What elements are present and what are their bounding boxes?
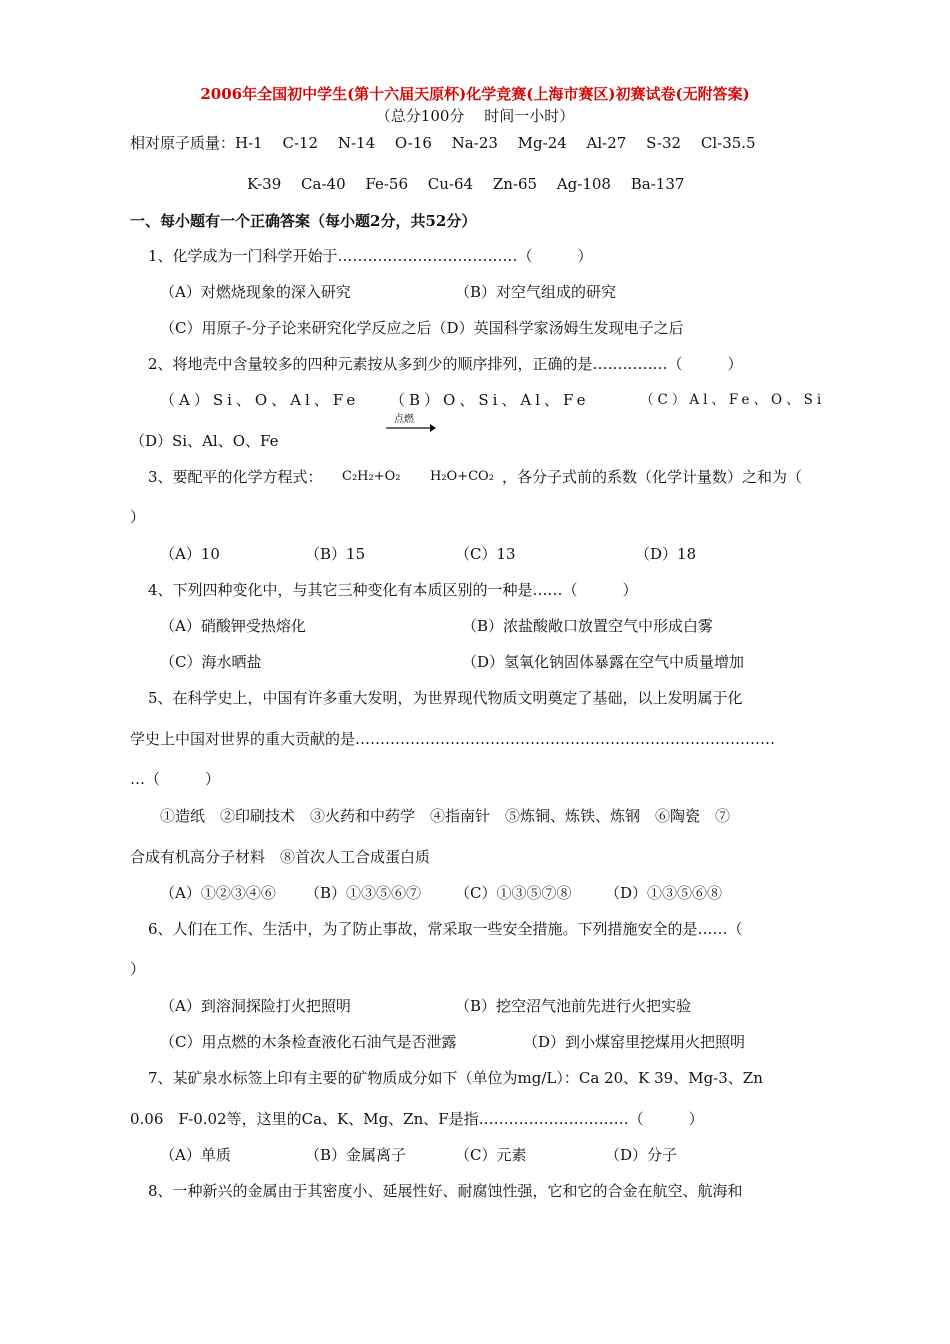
question-3-formula-left: C₂H₂+O₂ xyxy=(342,469,401,484)
question-2-option-a: （A）Si、O、Al、Fe xyxy=(160,391,360,409)
question-6-option-c: （C）用点燃的木条检查液化石油气是否泄露 xyxy=(160,1033,457,1051)
question-5-items-1: ①造纸 ②印刷技术 ③火药和中药学 ④指南针 ⑤炼铜、炼铁、炼钢 ⑥陶瓷 ⑦ xyxy=(160,807,731,825)
question-7-option-c: （C）元素 xyxy=(455,1146,527,1164)
question-1-option-a: （A）对燃烧现象的深入研究 xyxy=(160,283,351,301)
question-3-option-d: （D）18 xyxy=(635,545,697,563)
question-6-option-b: （B）挖空沼气池前先进行火把实验 xyxy=(455,997,692,1015)
question-5-option-d: （D）①③⑤⑥⑧ xyxy=(605,884,723,902)
question-4-option-a: （A）硝酸钾受热熔化 xyxy=(160,617,306,635)
question-5-option-b: （B）①③⑤⑥⑦ xyxy=(305,884,422,902)
question-4-option-b: （B）浓盐酸敞口放置空气中形成白雾 xyxy=(462,617,714,635)
atomic-mass-line-1: 相对原子质量：H-1 C-12 N-14 O-16 Na-23 Mg-24 Al-27 S-32 Cl-35.5 xyxy=(130,134,756,152)
exam-subtitle: （总分100分 时间一小时） xyxy=(375,107,575,125)
question-2-stem: 2、将地壳中含量较多的四种元素按从多到少的顺序排列，正确的是……………（ ） xyxy=(148,355,743,373)
question-7-stem-2: 0.06 F-0.02等，这里的Ca、K、Mg、Zn、F是指…………………………（ ） xyxy=(130,1110,704,1128)
question-4-stem: 4、下列四种变化中，与其它三种变化有本质区别的一种是……（ ） xyxy=(148,581,638,599)
question-7-stem-1: 7、某矿泉水标签上印有主要的矿物质成分如下（单位为mg/L）：Ca 20、K 39、Mg-3、Zn xyxy=(148,1069,763,1087)
question-4-option-c: （C）海水晒盐 xyxy=(160,653,262,671)
question-2-option-b: （B）O、Si、Al、Fe xyxy=(390,391,590,409)
reaction-condition-label: 点燃 xyxy=(394,414,414,425)
arrow-right-icon xyxy=(386,424,436,432)
question-1-stem: 1、化学成为一门科学开始于………………………………（ ） xyxy=(148,247,593,265)
question-3-option-c: （C）13 xyxy=(455,545,516,563)
question-5-option-c: （C）①③⑤⑦⑧ xyxy=(455,884,572,902)
question-3-option-a: （A）10 xyxy=(160,545,220,563)
section-heading: 一、每小题有一个正确答案（每小题2分，共52分） xyxy=(130,212,477,230)
question-5-stem-3: …（ ） xyxy=(130,770,221,788)
question-7-option-a: （A）单质 xyxy=(160,1146,231,1164)
question-4-option-d: （D）氢氧化钠固体暴露在空气中质量增加 xyxy=(462,653,745,671)
question-1-options-cd: （C）用原子-分子论来研究化学反应之后（D）英国科学家汤姆生发现电子之后 xyxy=(160,319,684,337)
question-3-stem-suffix: ，各分子式前的系数（化学计量数）之和为（ xyxy=(502,468,803,486)
question-3-option-b: （B）15 xyxy=(305,545,366,563)
question-6-stem-cont: ） xyxy=(130,960,146,978)
question-5-stem-2: 学史上中国对世界的重大贡献的是………………………………………………………………………… xyxy=(130,730,776,748)
question-7-option-b: （B）金属离子 xyxy=(305,1146,407,1164)
reaction-arrow xyxy=(386,415,436,435)
question-6-option-d: （D）到小煤窑里挖煤用火把照明 xyxy=(523,1033,746,1051)
question-6-stem: 6、人们在工作、生活中，为了防止事故，常采取一些安全措施。下列措施安全的是……（ xyxy=(148,920,743,938)
question-1-option-b: （B）对空气组成的研究 xyxy=(455,283,617,301)
exam-title: 2006年全国初中学生(第十六届天原杯)化学竞赛(上海市赛区)初赛试卷(无附答案) xyxy=(200,85,750,103)
question-3-stem-cont: ） xyxy=(130,508,146,526)
question-2-option-d: （D）Si、Al、O、Fe xyxy=(130,432,279,450)
question-3-formula-right: H₂O+CO₂ xyxy=(430,469,494,484)
question-7-option-d: （D）分子 xyxy=(605,1146,678,1164)
question-5-items-2: 合成有机高分子材料 ⑧首次人工合成蛋白质 xyxy=(130,848,431,866)
question-8-stem: 8、一种新兴的金属由于其密度小、延展性好、耐腐蚀性强，它和它的合金在航空、航海和 xyxy=(148,1182,743,1200)
question-6-option-a: （A）到溶洞探险打火把照明 xyxy=(160,997,351,1015)
question-5-stem-1: 5、在科学史上，中国有许多重大发明，为世界现代物质文明奠定了基础，以上发明属于化 xyxy=(148,689,743,707)
question-2-option-c: （C）Al、Fe、O、Si xyxy=(640,392,826,408)
question-3-stem-prefix: 3、要配平的化学方程式： xyxy=(148,468,323,486)
question-5-option-a: （A）①②③④⑥ xyxy=(160,884,276,902)
atomic-mass-line-2: K-39 Ca-40 Fe-56 Cu-64 Zn-65 Ag-108 Ba-137 xyxy=(247,175,685,193)
